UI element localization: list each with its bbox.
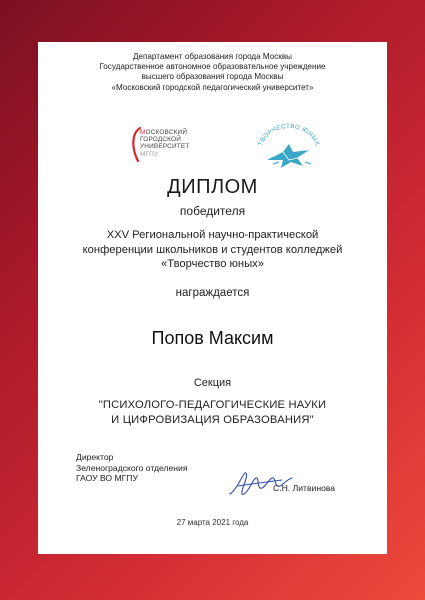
section-line: И ЦИФРОВИЗАЦИЯ ОБРАЗОВАНИЯ"	[111, 414, 314, 426]
director-line: Зеленоградского отделения	[76, 462, 188, 473]
mgpu-logo-line1: ОСКОВСКИЙ	[145, 129, 188, 136]
section-name	[38, 398, 387, 428]
director-line: ГАОУ ВО МГПУ	[76, 473, 138, 483]
conference-name	[38, 228, 387, 272]
issuer-header	[38, 52, 387, 93]
certificate-sheet	[38, 42, 387, 554]
issue-date: 27 марта 2021 года	[176, 518, 249, 527]
issuer-line: Департамент образования города Москвы	[133, 52, 292, 61]
section-line: "ПСИХОЛОГО-ПЕДАГОГИЧЕСКИЕ НАУКИ	[98, 399, 327, 411]
signer-name: С.Н. Литвинова	[273, 483, 336, 493]
tvorchestvo-logo-text: ТВОРЧЕСТВО ЮНЫХ	[257, 122, 321, 147]
recipient-name: Попов Максим	[151, 328, 274, 348]
mgpu-logo	[130, 125, 210, 169]
mgpu-logo-initial: М	[140, 129, 146, 136]
mgpu-logo-line3: УНИВЕРСИТЕТ	[140, 143, 190, 151]
issuer-line: Государственное автономное образовательное учреждение	[99, 62, 326, 72]
awarded-text: награждается	[175, 287, 250, 299]
conference-line: «Творчество юных»	[161, 258, 264, 270]
mgpu-logo-line2: ГОРОДСКОЙ	[140, 136, 181, 144]
conference-line: конференции школьников и студентов колледжей	[82, 243, 343, 256]
issuer-line: «Московский городской педагогический университет»	[111, 82, 314, 92]
tvorchestvo-logo	[253, 122, 325, 178]
conference-line: XXV Региональной научно-практической	[106, 229, 319, 241]
director-line: Директор	[76, 452, 114, 462]
svg-text:ТВОРЧЕСТВО ЮНЫХ	[257, 123, 321, 147]
mgpu-logo-abbr: МГПУ	[140, 150, 159, 158]
diploma-subtitle: победителя	[179, 204, 246, 218]
director-block	[76, 452, 188, 484]
tvorchestvo-bird-icon	[253, 122, 325, 178]
diploma-title: ДИПЛОМ	[167, 176, 258, 198]
section-label: Секция	[193, 377, 232, 389]
issuer-line: высшего образования города Москвы	[141, 72, 284, 82]
